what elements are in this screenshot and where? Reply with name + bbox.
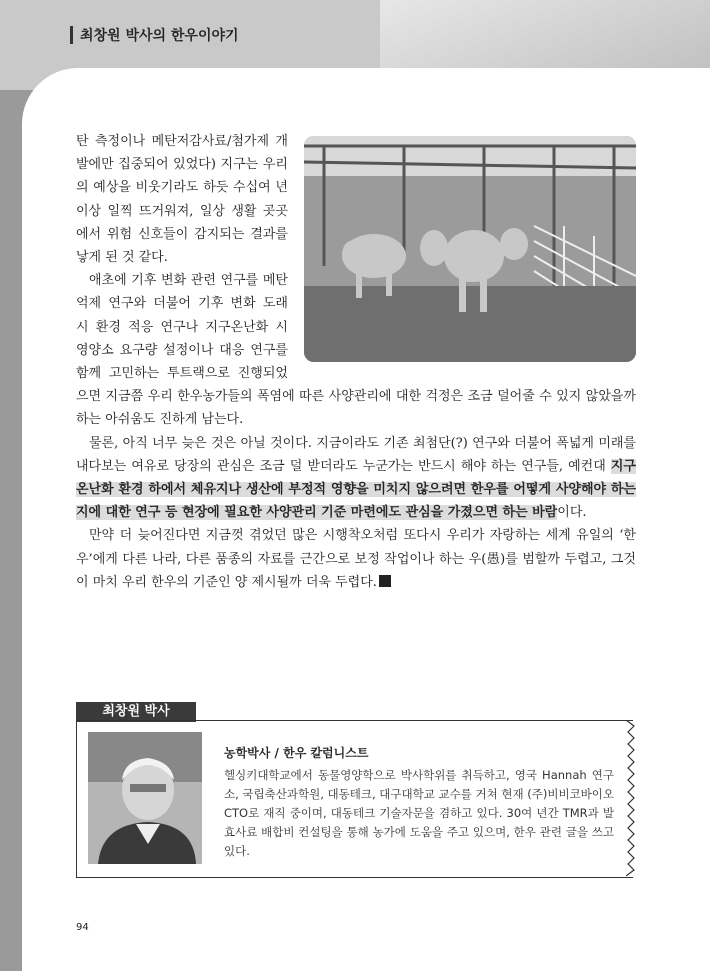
paragraph-3-post: 이다. bbox=[557, 505, 587, 521]
cattle-barn-image bbox=[304, 136, 636, 362]
author-role: 농학박사 / 한우 칼럼니스트 bbox=[224, 746, 369, 760]
author-description: 헬싱키대학교에서 동물영양학으로 박사학위를 취득하고, 영국 Hannah 연구소, 국립축산과학원, 대동테크, 대구대학교 교수를 거쳐 현재 (주)비비코바이오 CTO로 재직 중이며, 대동테크 기술자문을 겸하고 있다. 30여 년간 TMR과 발효사료 배합비 컨설팅을 통해 농가에 도움을 주고 있으며, 한우 관련 글을 쓰고 있다. bbox=[224, 768, 614, 858]
paragraph-3-pre: 물론, 아직 너무 늦은 것은 아닐 것이다. 지금이라도 기존 최첨단(?) 연구와 더불어 폭넓게 미래를 내다보는 여유로 당장의 관심은 조금 덜 받더라도 누군가는 반드시 해야 하는 연구들, 예컨대 bbox=[76, 435, 636, 474]
paragraph-3-highlight: 지구온난화 환경 하에서 체유지나 생산에 부정적 영향을 미치지 않으려면 한우를 어떻게 사양해야 하는지에 대한 연구 등 현장에 필요한 사양관리 기준 마련에도 관심을 가졌으면 하는 바람 bbox=[76, 458, 636, 521]
paragraph-2: 애초에 기후 변화 관련 연구를 메탄 억제 연구와 더불어 기후 변화 도래 시 환경 적응 연구나 지구온난화 시 영양소 요구량 설정이나 대응 연구를 함께 고민하는 투트랙으로 진행되었으면 지금쯤 우리 한우농가들의 폭염에 따른 사양관리에 대한 걱정은 조금 덜어줄 수 있지 않았을까 하는 아쉬움도 진하게 남는다. bbox=[76, 273, 636, 428]
cattle-photo bbox=[304, 136, 636, 362]
zigzag-border-icon bbox=[626, 720, 638, 877]
paragraph-1: 탄 측정이나 메탄저감사료/첨가제 개발에만 집중되어 있었다) 지구는 우리의 예상을 비웃기라도 하듯 수십여 년 이상 일찍 뜨거워져, 일상 생활 곳곳에서 위험 신호들이 감지되는 결과를 낳게 된 것 같다. bbox=[76, 134, 288, 266]
paragraph-3 bbox=[76, 432, 636, 525]
page-number: 94 bbox=[76, 922, 89, 933]
end-mark-icon bbox=[379, 575, 391, 587]
header-title: 최창원 박사의 한우이야기 bbox=[80, 28, 239, 44]
page-header bbox=[0, 0, 710, 68]
author-tab: 최창원 박사 bbox=[76, 702, 196, 722]
author-photo bbox=[88, 732, 202, 864]
paragraph-4-text: 만약 더 늦어진다면 지금껏 겪었던 많은 시행착오처럼 또다시 우리가 자랑하는 세계 유일의 ‘한우’에게 다른 나라, 다른 품종의 자료를 근간으로 보정 작업이나 하는 우(愚)를 범할까 두렵고, 그것이 마치 우리 한우의 기준인 양 제시될까 더욱 두렵다. bbox=[76, 528, 636, 590]
author-portrait bbox=[88, 732, 202, 864]
header-bar bbox=[70, 26, 73, 44]
article-body bbox=[76, 130, 636, 594]
paragraph-4 bbox=[76, 524, 636, 594]
